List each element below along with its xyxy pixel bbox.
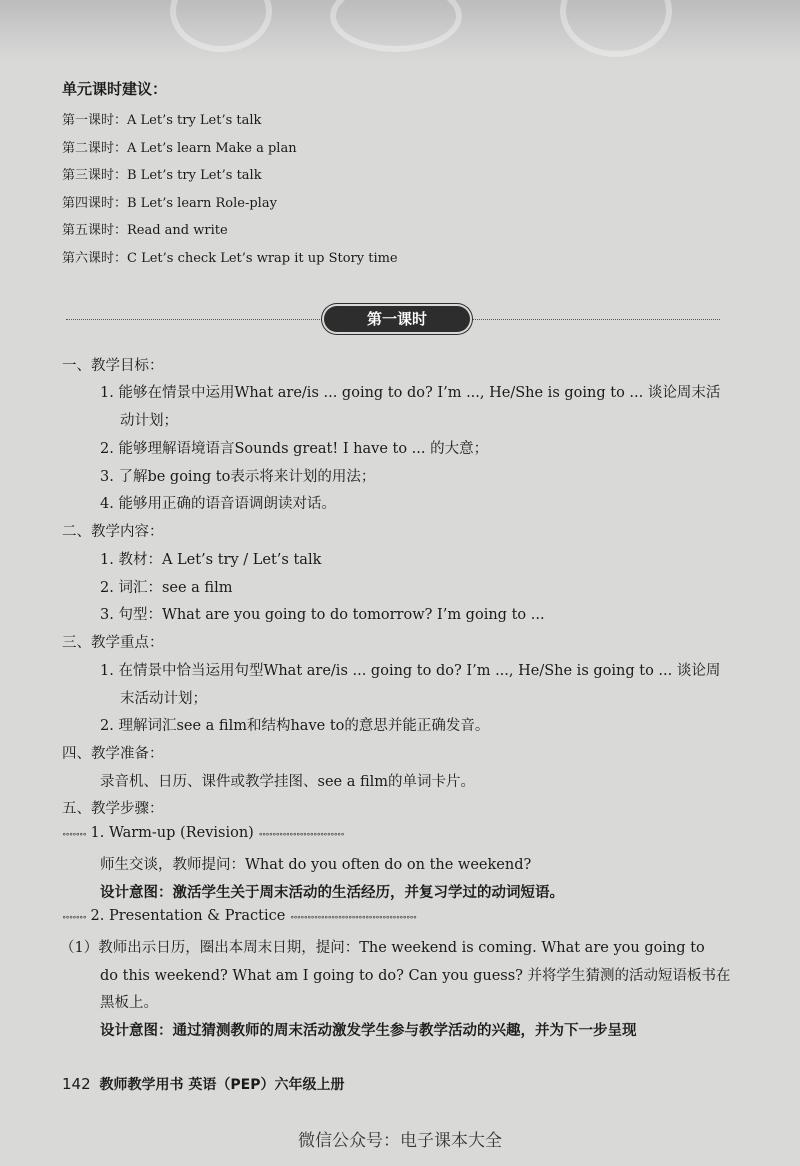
schedule-row: 第四课时：B Let’s learn Role-play [62,195,277,211]
step2-intent: 设计意图：通过猜测教师的周末活动激发学生参与教学活动的兴趣，并为下一步呈现 [100,1022,637,1039]
goal-item: 2. 能够理解语境语言Sounds great! I have to ... 的大意； [100,441,489,457]
schedule-row: 第二课时：A Let’s learn Make a plan [62,140,297,156]
content-item: 3. 句型：What are you going to do tomorrow? I’m going to ... [100,607,545,623]
lesson-divider [66,306,720,334]
step-heading [62,908,416,924]
lesson-title-badge: 第一课时 [324,306,470,332]
section-heading-focus: 三、教学重点： [62,635,164,651]
content-item: 2. 词汇：see a film [100,580,233,596]
section-heading-steps: 五、教学步骤： [62,801,164,817]
unit-schedule [62,78,398,272]
content-item: 1. 教材：A Let’s try / Let’s talk [100,552,322,568]
section-heading-preparation: 四、教学准备： [62,746,164,762]
step1-intent: 设计意图：激活学生关于周末活动的生活经历，并复习学过的动词短语。 [100,884,564,901]
step2-paragraph-line: （1）教师出示日历，圈出本周末日期，提问：The weekend is coming. What are you going to [60,940,705,956]
schedule-row: 第一课时：A Let’s try Let’s talk [62,113,262,128]
step1-text: 师生交谈，教师提问：What do you often do on the weekend? [100,857,532,873]
section-heading-content: 二、教学内容： [62,524,164,540]
dotted-ornament-left: ∘∘∘∘∘∘∘ [62,830,86,840]
page-footer [62,1074,344,1094]
focus-item: 末活动计划； [120,691,207,707]
step2-paragraph-line: 黑板上。 [100,995,158,1011]
goal-item: 3. 了解be going to表示将来计划的用法； [100,469,376,485]
dotted-ornament-right: ∘∘∘∘∘∘∘∘∘∘∘∘∘∘∘∘∘∘∘∘∘∘∘∘∘∘∘∘∘∘∘∘∘∘∘∘∘ [289,913,417,923]
step-heading [62,825,344,841]
page-number: 142 [62,1075,91,1093]
dotted-ornament-right: ∘∘∘∘∘∘∘∘∘∘∘∘∘∘∘∘∘∘∘∘∘∘∘∘∘ [258,830,344,840]
schedule-row: 第五课时：Read and write [62,223,228,238]
schedule-heading: 单元课时建议： [62,80,168,98]
schedule-row: 第六课时：C Let’s check Let’s wrap it up Story time [62,250,398,266]
step2-paragraph-line: do this weekend? What am I going to do? Can you guess? 并将学生猜测的活动短语板书在 [100,968,731,984]
preparation-text: 录音机、日历、课件或教学挂图、see a film的单词卡片。 [100,774,476,790]
goal-item: 1. 能够在情景中运用What are/is ... going to do? I’m ..., He/She is going to ... 谈论周末活 [100,385,721,401]
goal-item: 4. 能够用正确的语音语调朗读对话。 [100,496,336,512]
step1-title: 1. Warm-up (Revision) [90,825,254,841]
schedule-row: 第三课时：B Let’s try Let’s talk [62,168,262,183]
focus-item: 2. 理解词汇see a film和结构have to的意思并能正确发音。 [100,718,490,734]
section-heading-goals: 一、教学目标： [62,358,164,374]
focus-item: 1. 在情景中恰当运用句型What are/is ... going to do? I’m ..., He/She is going to ... 谈论周 [100,663,721,679]
dotted-ornament-left: ∘∘∘∘∘∘∘ [62,913,86,923]
step2-title: 2. Presentation & Practice [90,908,286,924]
watermark-text: 微信公众号：电子课本大全 [298,1131,502,1151]
goal-item: 动计划； [120,413,178,429]
book-title: 教师教学用书 英语（PEP）六年级上册 [99,1077,345,1093]
